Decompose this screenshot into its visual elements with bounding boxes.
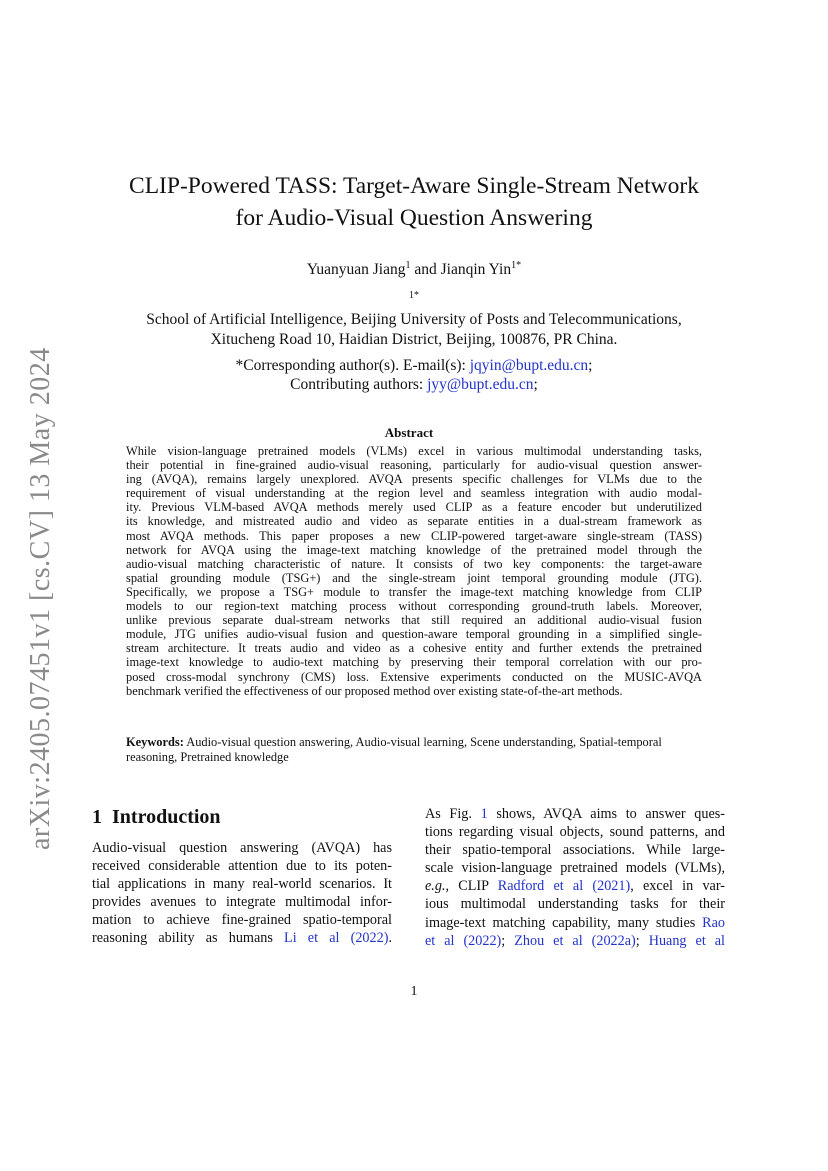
body-line: received considerable attention due to its poten- — [92, 858, 392, 875]
contributing-label: Contributing authors: — [290, 376, 428, 393]
author-1-name: Yuanyuan Jiang — [306, 261, 406, 279]
abstract-line: stream architecture. It treats audio and video as a cohesive entity and further extends the pretrained — [126, 641, 702, 656]
body-text: As Fig. — [425, 806, 481, 822]
corresponding-email-link[interactable]: jqyin@bupt.edu.cn — [469, 357, 589, 374]
keywords-line-2: reasoning, Pretrained knowledge — [126, 749, 289, 764]
citation-link[interactable]: Huang et al — [648, 932, 725, 949]
abstract-line: ing (AVQA), remains largely unexplored. AVQA presents specific challenges for VLMs due to the — [126, 472, 702, 487]
paper-title — [80, 170, 748, 234]
body-line — [92, 929, 392, 947]
body-line: Audio-visual question answering (AVQA) has — [92, 840, 392, 856]
affiliation-line-2: Xitucheng Road 10, Haidian District, Beijing, 100876, PR China. — [210, 331, 618, 349]
affiliation — [80, 286, 748, 350]
section-title: Introduction — [112, 806, 221, 828]
author-2-affiliation-marker: 1* — [511, 260, 522, 271]
affiliation-marker: 1* — [409, 290, 419, 301]
abstract-line: image-text knowledge to audio-text matching by preserving their temporal correlation with our pro- — [126, 655, 702, 670]
abstract-line: requirement of visual understanding at the region level and seamless integration with audio modal- — [126, 486, 702, 501]
corresponding-label: *Corresponding author(s). E-mail(s): — [235, 357, 470, 374]
author-list — [80, 256, 748, 280]
section-heading — [92, 806, 221, 829]
citation-link[interactable]: Zhou et al (2022a) — [514, 932, 636, 949]
abstract-line: module, JTG unifies audio-visual fusion and question-aware temporal grounding in a simplified single- — [126, 627, 702, 642]
author-2-name: Jianqin Yin — [440, 261, 512, 279]
contributing-punct: ; — [533, 376, 538, 393]
abstract-line: its knowledge, and mistreated audio and video as separate entities in a dual-stream framework as — [126, 514, 702, 529]
abstract-line: benchmark verified the effectiveness of our proposed method over existing state-of-the-art methods. — [126, 683, 623, 698]
citation-link[interactable]: et al (2022) — [425, 932, 502, 949]
title-line-1: CLIP-Powered TASS: Target-Aware Single-Stream Network — [129, 173, 699, 199]
author-conjunction: and — [410, 261, 441, 279]
body-line: scale vision-language pretrained models (VLMs), — [425, 860, 725, 877]
keywords — [126, 735, 702, 764]
affiliation-text-1: School of Artificial Intelligence, Beijing University of Posts and Telecommunications, — [146, 311, 682, 329]
keywords-label: Keywords: — [126, 735, 184, 749]
abstract-line: Specifically, we propose a TSG+ module to transfer the image-text matching knowledge from CLIP — [126, 584, 702, 599]
body-line: ious multimodal understanding tasks for their — [425, 896, 725, 913]
citation-link[interactable]: Li et al (2022) — [284, 930, 389, 947]
abstract-line: spatial grounding module (TSG+) and the single-stream joint temporal grounding module (JTG). — [126, 570, 702, 585]
body-text: , CLIP — [445, 878, 498, 895]
abstract-line: While vision-language pretrained models (VLMs) excel in various multimodal understanding tasks, — [126, 444, 702, 458]
left-column — [92, 839, 392, 948]
body-line — [425, 932, 725, 950]
title-line-2: for Audio-Visual Question Answering — [235, 205, 593, 231]
right-column — [425, 805, 725, 950]
citation-link[interactable]: Radford et al (2021) — [497, 878, 631, 895]
abstract-line: audio-visual matching characteristic of nature. It consists of two key components: the target-aware — [126, 556, 702, 571]
section-number: 1 — [92, 806, 102, 828]
contributing-email-link[interactable]: jyy@bupt.edu.cn — [427, 376, 534, 393]
correspondence — [80, 356, 748, 394]
body-line: their spatio-temporal associations. While large- — [425, 842, 725, 859]
body-punct: . — [388, 930, 392, 947]
page-number: 1 — [410, 984, 418, 999]
author-1-affiliation-marker: 1 — [405, 260, 411, 271]
body-line: provides avenues to integrate multimodal infor- — [92, 894, 392, 911]
corresponding-author-line — [80, 356, 748, 375]
keywords-text-1: Audio-visual question answering, Audio-visual learning, Scene understanding, Spatial-temporal — [183, 735, 662, 749]
body-line: mation to achieve fine-grained spatio-temporal — [92, 912, 392, 929]
body-line — [425, 877, 725, 895]
figure-ref-link[interactable]: 1 — [480, 806, 488, 822]
body-line: tions regarding visual objects, sound patterns, and — [425, 824, 725, 841]
abstract-line: network for AVQA using the image-text matching knowledge of the pretrained model through the — [126, 542, 702, 557]
corresponding-punct: ; — [588, 357, 593, 374]
body-text: reasoning ability as humans — [92, 930, 285, 947]
eg-abbrev: e.g. — [425, 878, 446, 895]
body-punct: ; — [635, 932, 649, 949]
abstract-line: their potential in fine-grained audio-visual reasoning, particularly for audio-visual question answer- — [126, 458, 702, 473]
body-text: image-text matching capability, many studies — [425, 914, 703, 931]
arxiv-identifier: arXiv:2405.07451v1 [cs.CV] 13 May 2024 — [25, 347, 56, 850]
abstract-line: unlike previous separate dual-stream networks that still required an additional audio-visual fusion — [126, 613, 702, 628]
abstract-line: ity. Previous VLM-based AVQA methods merely used CLIP as a feature encoder but underutilized — [126, 500, 702, 515]
abstract-line: models to our region-text matching process without corresponding ground-truth labels. Moreover, — [126, 599, 702, 614]
citation-link[interactable]: Rao — [702, 914, 725, 931]
body-line — [425, 805, 725, 823]
affiliation-line-1 — [80, 286, 748, 330]
contributing-author-line — [80, 375, 748, 394]
abstract-line: most AVQA methods. This paper proposes a new CLIP-powered target-aware single-stream (TASS) — [126, 528, 702, 543]
body-text: shows, AVQA aims to answer ques- — [487, 806, 725, 822]
abstract-body — [126, 444, 702, 698]
abstract-heading: Abstract — [384, 425, 434, 440]
body-line — [425, 914, 725, 932]
abstract-line: posed cross-modal synchrony (CMS) loss. Extensive experiments conducted on the MUSIC-AVQA — [126, 669, 702, 684]
body-line: tial applications in many real-world scenarios. It — [92, 876, 392, 893]
keywords-line-1 — [126, 735, 702, 750]
body-text: , excel in var- — [630, 878, 725, 895]
body-punct: ; — [501, 932, 515, 949]
